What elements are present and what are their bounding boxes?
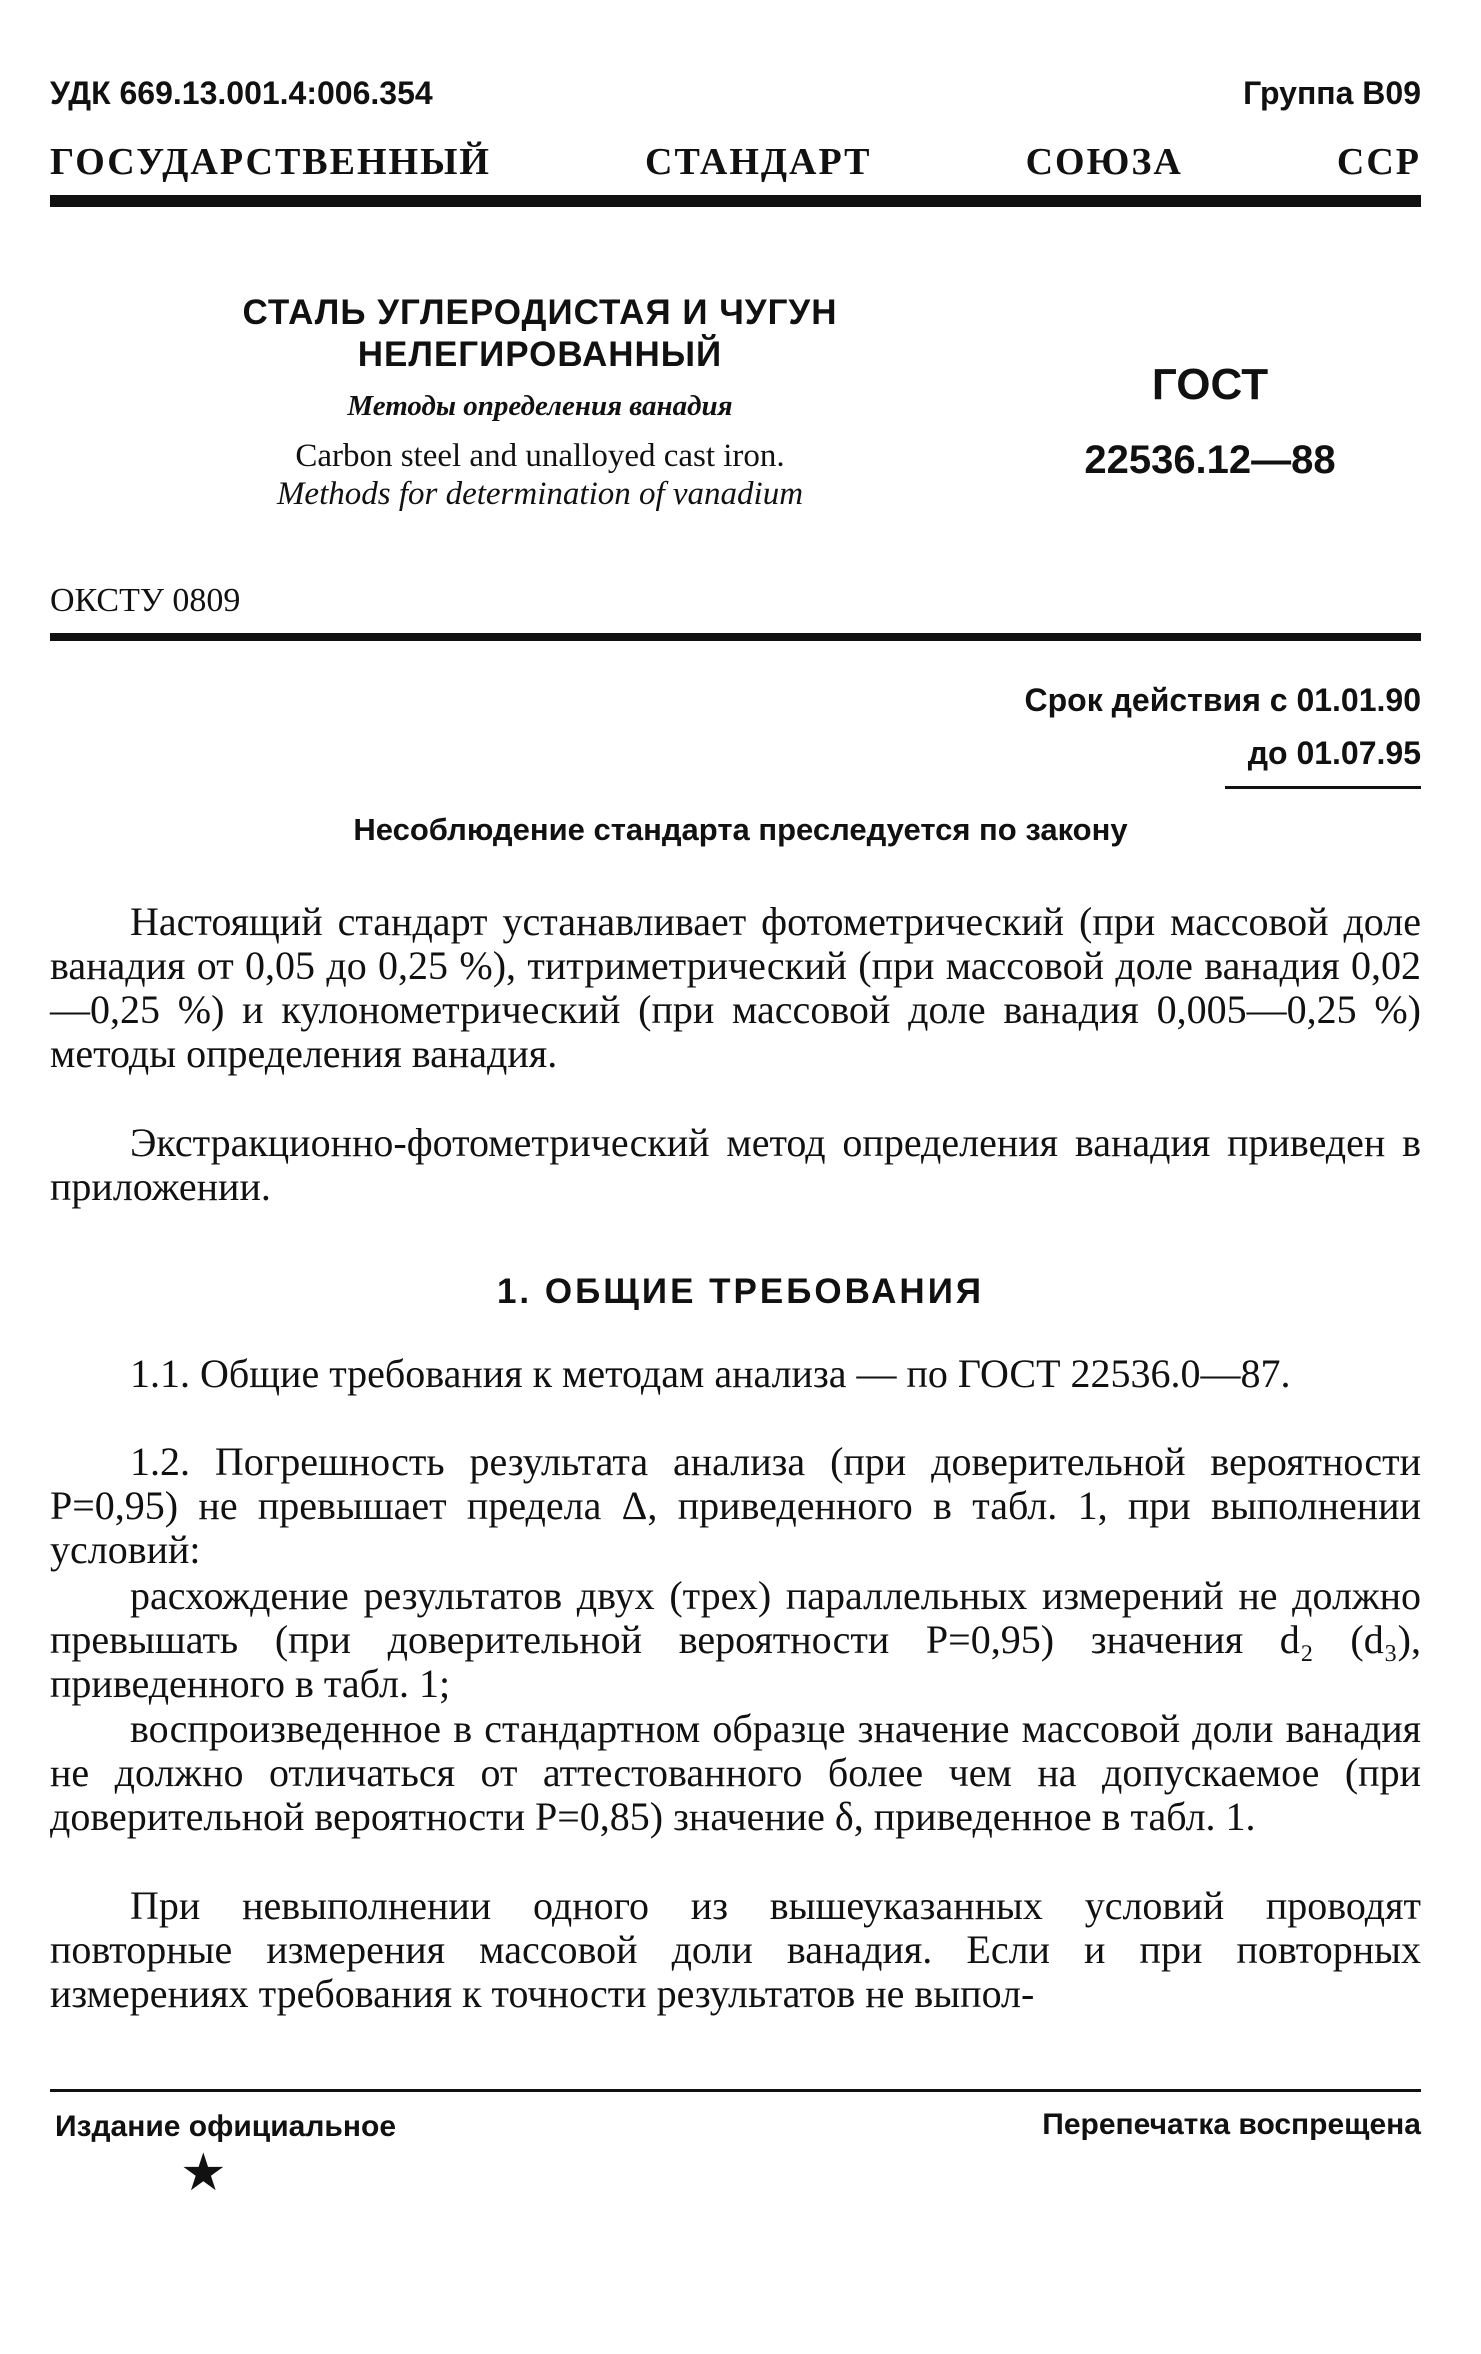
star-icon: ★ [180, 2145, 227, 2202]
state-standard-heading: ГОСУДАРСТВЕННЫЙ СТАНДАРТ СОЮЗА ССР [50, 141, 1421, 183]
header-rule [50, 195, 1421, 207]
validity-to: до 01.07.95 [1247, 735, 1421, 771]
clause-1-1: 1.1. Общие требования к методам анализа — по ГОСТ 22536.0—87. [130, 1351, 1291, 1396]
title-line-2: НЕЛЕГИРОВАННЫЙ [357, 335, 723, 374]
reprint-note: Перепечатка воспрещена [1042, 2108, 1421, 2141]
gost-block [1050, 360, 1370, 483]
intro-paragraph-1: Настоящий стандарт устанавливает фотометрический (при массовой доле ванадия от 0,05 до 0,25 %), титриметрический (при массовой доле ванадия 0,02—0,25 %) и кулонометрический (при массовой доле ванадия 0,005—0,25 %) методы определения ванадия. [50, 899, 1421, 1076]
english-title-line-2: Methods for determination of vanadium [276, 476, 804, 512]
gost-label: ГОСТ [1151, 360, 1269, 409]
footer-rule [50, 2089, 1421, 2092]
validity-underline [1225, 786, 1421, 789]
legal-warning: Несоблюдение стандарта преследуется по закону [353, 812, 1128, 847]
title-block [180, 292, 900, 513]
group-code: Группа В09 [1243, 75, 1421, 111]
okstu-rule [50, 633, 1421, 641]
validity-from: Срок действия с 01.01.90 [1024, 682, 1421, 718]
udk-code: УДК 669.13.001.4:006.354 [50, 75, 433, 111]
title-subtitle: Методы определения ванадия [347, 390, 733, 422]
clause-1-2-continuation: При невыполнении одного из вышеуказанных условий проводят повторные измерения массовой доли ванадия. Если и при повторных измерениях требования к точности результатов не выпол- [50, 1883, 1421, 2016]
title-line-1: СТАЛЬ УГЛЕРОДИСТАЯ И ЧУГУН [242, 293, 838, 332]
section-heading: 1. ОБЩИЕ ТРЕБОВАНИЯ [496, 1272, 985, 1311]
english-title-line-1: Carbon steel and unalloyed cast iron. [295, 438, 785, 474]
edition-note: Издание официальное [55, 2110, 397, 2143]
clause-1-2-condition-b: воспроизведенное в стандартном образце значение массовой доли ванадия не должно отличаться от аттестованного более чем на допускаемое (при доверительной вероятности P=0,85) значение δ, приведенное в табл. 1. [50, 1706, 1421, 1839]
gost-number: 22536.12—88 [1084, 438, 1336, 482]
clause-1-2-condition-a: расхождение результатов двух (трех) параллельных измерений не должно превышать (при доверительной вероятности P=0,95) значения d₂ (d₃), приведенного в табл. 1; [50, 1573, 1421, 1706]
okstu-code: ОКСТУ 0809 [50, 582, 241, 619]
clause-1-2: 1.2. Погрешность результата анализа (при доверительной вероятности P=0,95) не превышает предела Δ, приведенного в табл. 1, при выполнении условий: [50, 1439, 1421, 1572]
intro-paragraph-2: Экстракционно-фотометрический метод определения ванадия приведен в приложении. [50, 1120, 1421, 1209]
